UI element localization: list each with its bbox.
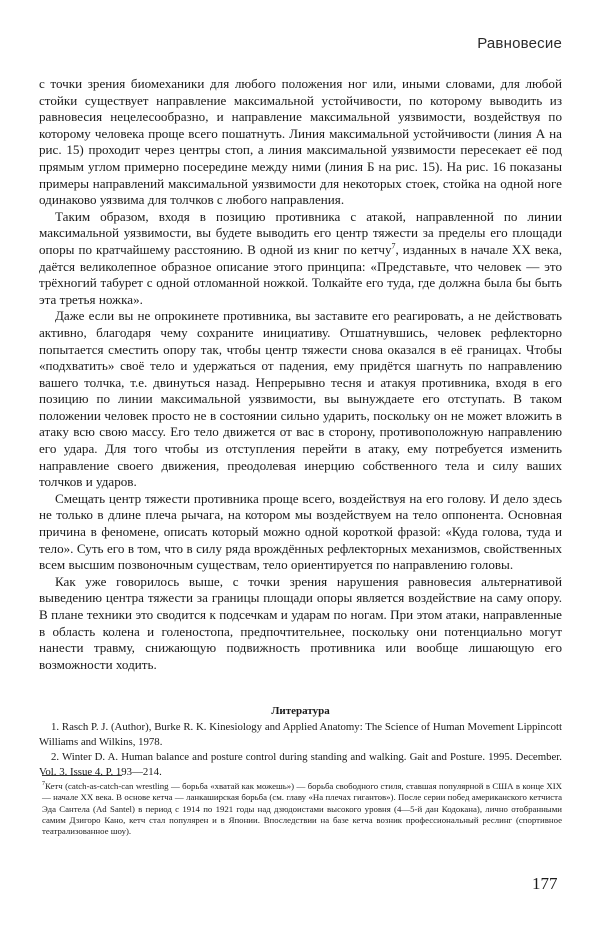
paragraph-2-text-b: , изданных в начале XX века, даётся великолепное образное описание этого принципа: «Представьте, что человек — это трёхногий табурет с одной отломанной ножкой. Толкайте его туда, где должна была бы быть эта третья ножка».: [39, 241, 562, 307]
paragraph-1: с точки зрения биомеханики для любого положения ног или, иными словами, для любой стойки существует направление максимальной устойчивости, по которому выводить из равновесия нецелесообразно, и направление максимальной уязвимости, воздействуя по которому человека проще всего пошатнуть. Линия максимальной устойчивости (линия А на рис. 15) проходит через центры стоп, а линия максимальной уязвимости пересекает её под прямым углом примерно посередине между ними (линия Б на рис. 15). На рис. 16 показаны примеры направлений максимальной уязвимости для некоторых стоек, стойка на одной ноге одинаково уязвима для толчков с любого направления.: [39, 76, 562, 208]
paragraph-2-text-a: Таким образом, входя в позицию противника с атакой, направленной по линии максимальной уязвимости, вы будете выводить его центр тяжести за пределы его площади опоры по кратчайшему расстоянию. В одной из книг по кетчу: [39, 208, 562, 257]
paragraph-2: [39, 209, 562, 309]
reference-item-2: 2. Winter D. A. Human balance and posture control during standing and walking. Gait and Posture. 1995. December. Vol. 3. Issue 4. P. 193—214.: [39, 751, 562, 778]
footnote-divider: [42, 775, 122, 776]
paragraph-5: Как уже говорилось выше, с точки зрения нарушения равновесия альтернативой выведению центра тяжести за границы площади опоры является воздействие на саму опору. В плане техники это сводится к подсечкам и ударам по ногам. При этом атаки, направленные в область колена и голеностопа, предпочтительнее, поскольку они потенциально могут нанести травму, снижающую подвижность противника или вообще лишающую его возможности ходить.: [39, 573, 562, 672]
paragraph-3: Даже если вы не опрокинете противника, вы заставите его реагировать, а не действовать активно, благодаря чему сохраните инициативу. Отшатнувшись, человек рефлекторно попытается сместить опору так, чтобы центр тяжести снова оказался в её границах. Чтобы «подхватить» своё тело и удержаться от падения, ему придётся шагнуть по направлению вашего толчка, т.е. двинуться назад. Непрерывно тесня и атакуя противника, входя в его позицию по линии максимальной уязвимости, вы вынуждаете его отступать. В таком положении человек просто не в состоянии сильно ударить, поскольку он не может вложить в атаку всю свою массу. Его тело движется от вас в сторону, противоположную направлению его удара. Для того чтобы из отступления перейти в атаку, ему потребуется изменить направление своего движения, преодолевая инерцию собственного тела и силу ваших толчков и ударов.: [39, 308, 562, 490]
body-text: [39, 76, 562, 673]
footnote-reference: 7: [391, 241, 396, 251]
reference-item-1: 1. Rasch P. J. (Author), Burke R. K. Kinesiology and Applied Anatomy: The Science of Human Movement Lippincott Williams and Wilkins, 1978.: [39, 721, 562, 748]
footnote-marker: 7: [42, 781, 45, 788]
references-section: [39, 704, 562, 780]
running-head-title: Равновесие: [477, 35, 562, 52]
footnote: [42, 781, 562, 837]
paragraph-4: Смещать центр тяжести противника проще всего, воздействуя на его голову. И дело здесь не только в длине плеча рычага, на котором мы воздействуем на тело оппонента. Основная причина в феномене, описать который можно одной короткой фразой: «Куда голова, туда и тело». Суть его в том, что в силу ряда врождённых рефлекторных механизмов, свойственных всем высшим позвоночным существам, тело ориентируется по направлению головы.: [39, 490, 562, 573]
references-heading: Литература: [271, 705, 330, 717]
footnote-text: Кетч (catch-as-catch-can wrestling — борьба «хватай как можешь») — борьба свободного стиля, ставшая популярной в США в конце XIX — начале XX века. В основе кетча — ланкаширская борьба (см. главу «На плечах гигантов»). После серии побед американского кетчиста Эда Сантела (Ad Santel) в период с 1914 по 1921 годы над дзюдоистами высокого уровня (4—5-й дан Кодокана), лично отобранными самим Дзигоро Кано, кетч стал популярен и в Японии. Впоследствии на базе кетча возник профессиональный реслинг (спортивное театрализованное шоу).: [42, 781, 562, 837]
page-number: 177: [532, 874, 558, 893]
